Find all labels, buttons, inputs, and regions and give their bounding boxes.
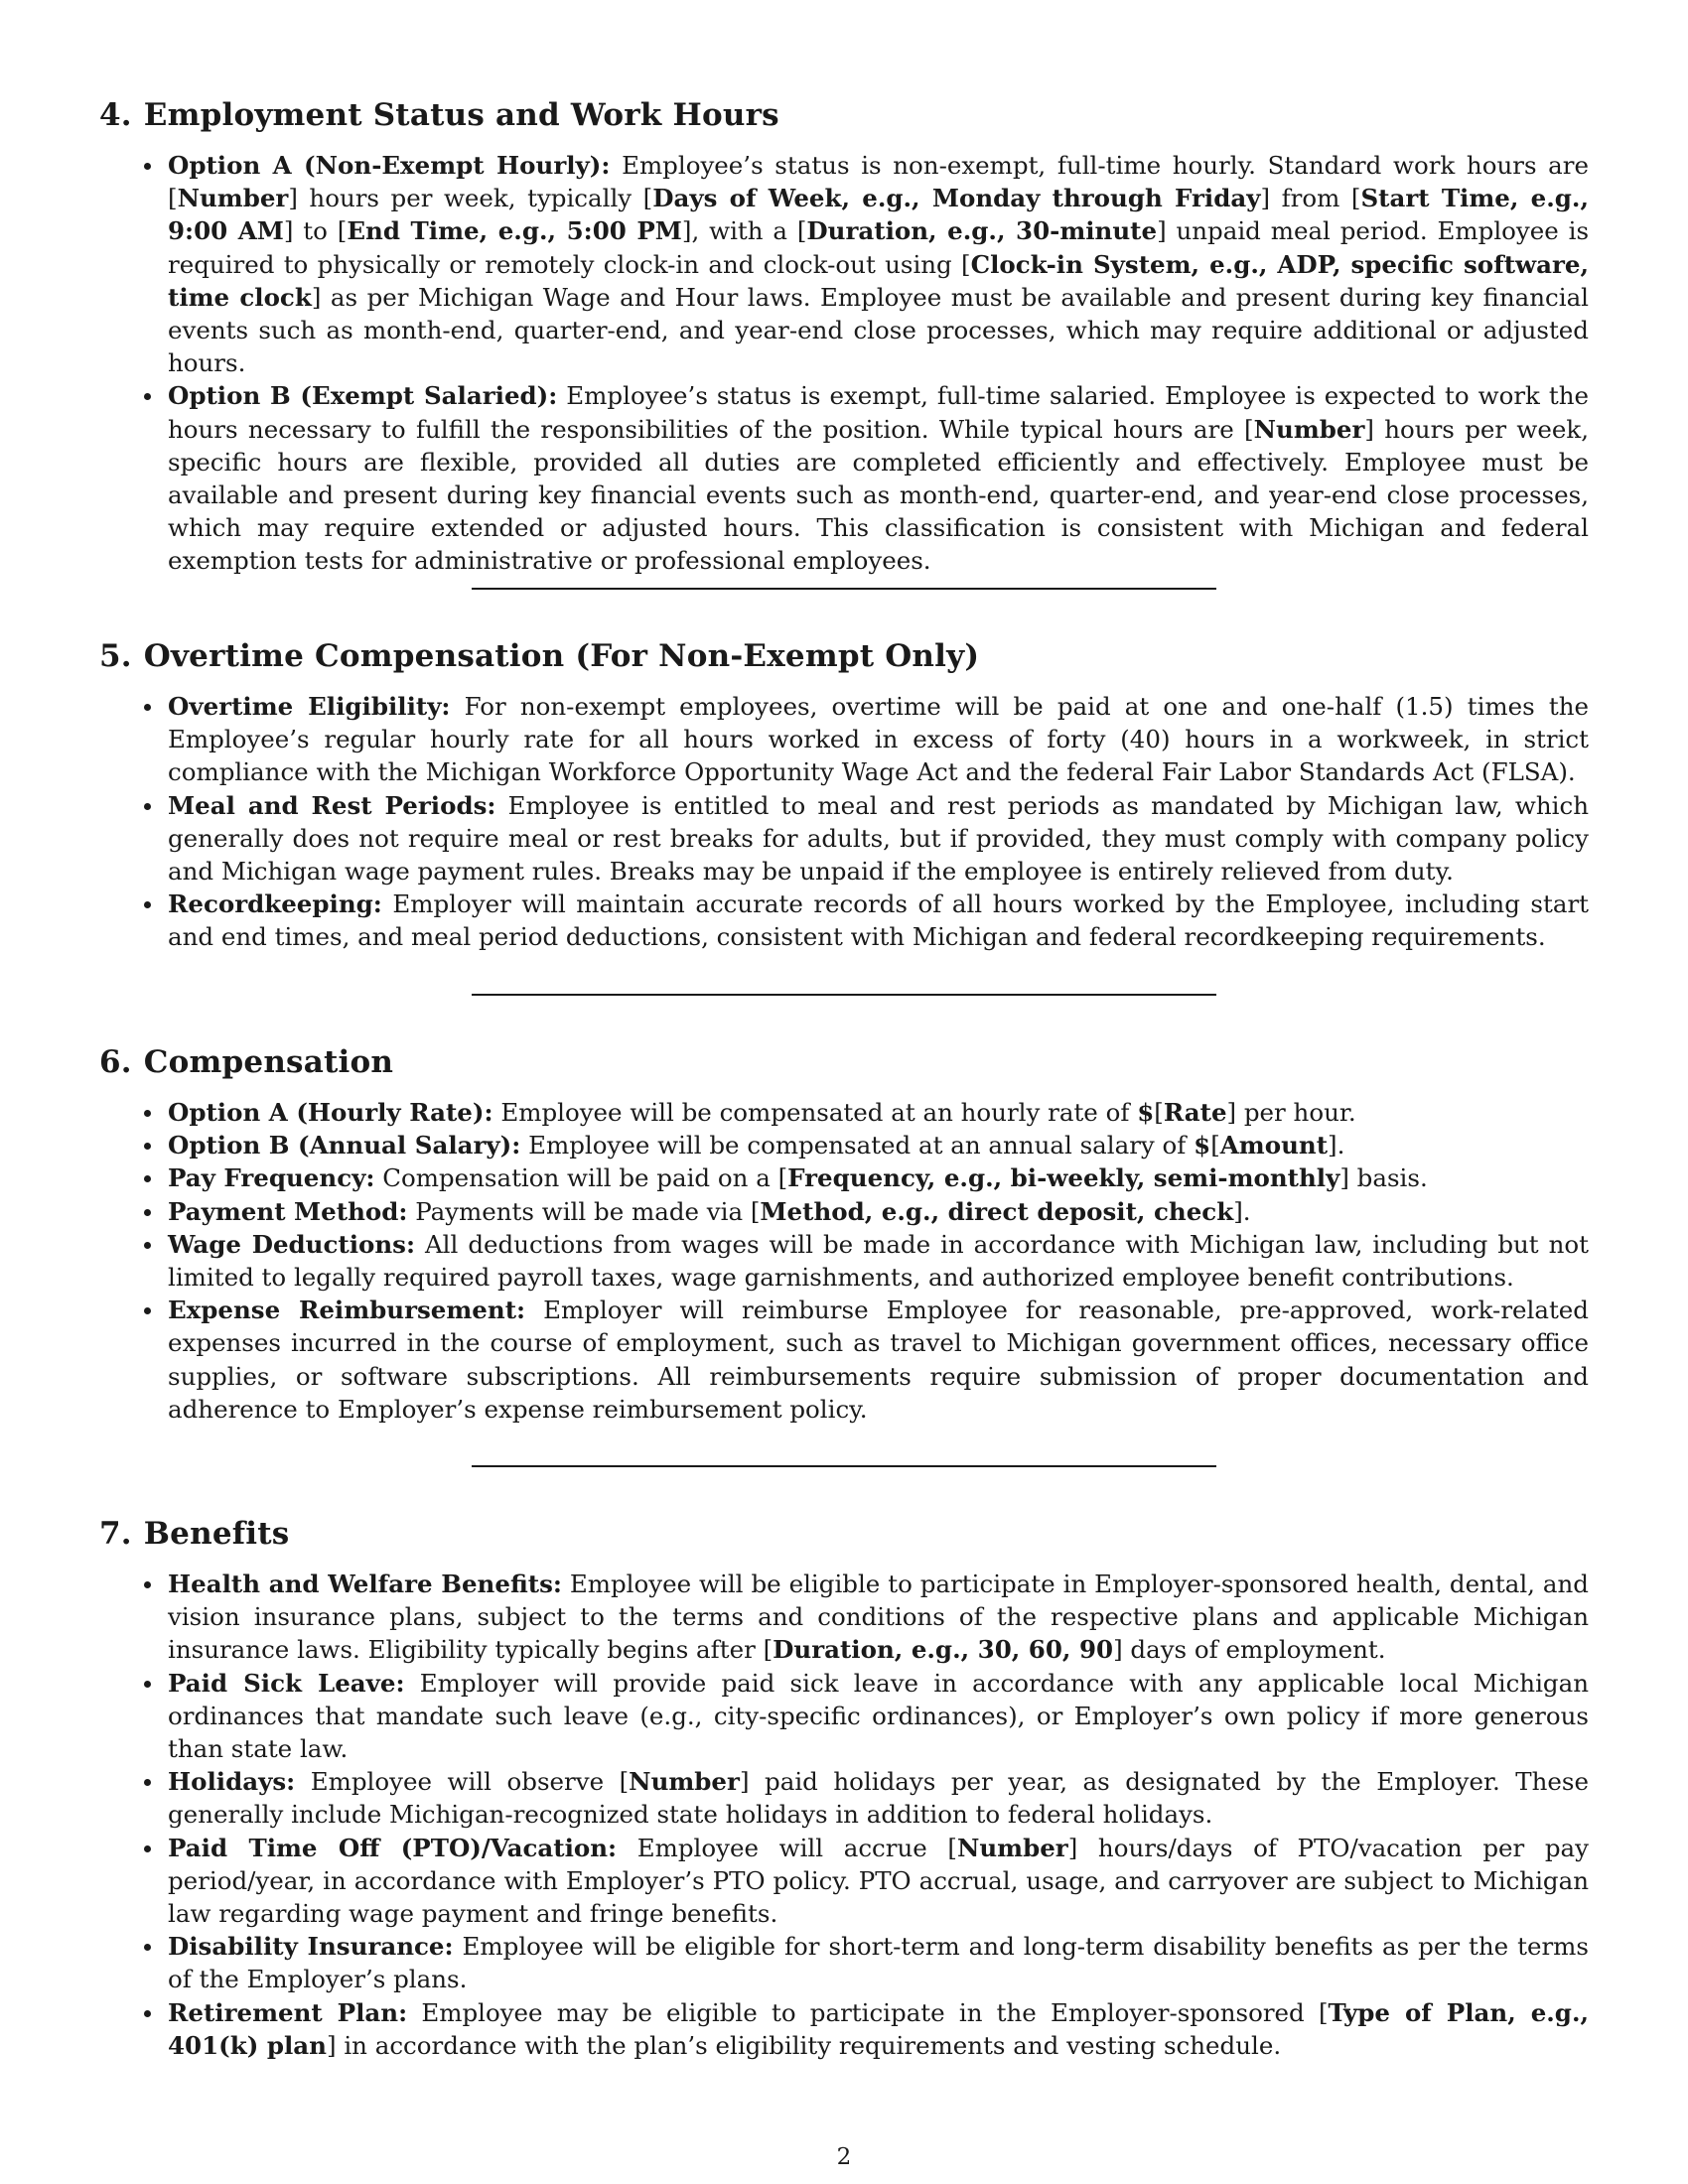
list-item-pay-frequency: Pay Frequency: Compensation will be paid on a [Frequency, e.g., bi-weekly, semi-monthly] basis. [99,1161,1589,1194]
section-employment-status [99,95,1589,578]
bullet-list [99,149,1589,578]
placeholder: Type of Plan, e.g., 401(k) plan [168,1997,1589,2060]
placeholder: Clock-in System, e.g., ADP, specific software, time clock [168,249,1589,312]
page-number: 2 [836,2144,852,2170]
section-compensation [99,1042,1589,1426]
placeholder: Method, e.g., direct deposit, check [760,1196,1234,1226]
placeholder: Number [629,1767,740,1797]
placeholder: Number [177,184,289,213]
list-item-option-a-hourly: Option A (Non-Exempt Hourly): Employee’s status is non-exempt, full-time hourly. Standard work hours are [Number] hours per week, typically [Days of Week, e.g., Monday through Friday] from [Start Time, e.g., 9:00 AM] to [End Time, e.g., 5:00 PM], with a [Duration, e.g., 30-minute] unpaid meal period. Employee is required to physically or remotely clock-in and clock-out using [Clock-in System, e.g., ADP, specific software, time clock] as per Michigan Wage and Hour laws. Employee must be available and present during key financial events such as month-end, quarter-end, and year-end close processes, which may require additional or adjusted hours. [99,149,1589,379]
placeholder: Number [956,1833,1068,1862]
placeholder: Number [1253,414,1365,444]
list-item-overtime-eligibility: Overtime Eligibility: For non-exempt employees, overtime will be paid at one and one-half (1.5) times the Employee’s regular hourly rate for all hours worked in excess of forty (40) hours in a workweek, in strict compliance with the Michigan Workforce Opportunity Wage Act and the federal Fair Labor Standards Act (FLSA). [99,690,1589,789]
list-item-expense-reimbursement: Expense Reimbursement: Employer will reimburse Employee for reasonable, pre-approved, work-related expenses incurred in the course of employment, such as travel to Michigan government offices, necessary office supplies, or software subscriptions. All reimbursements require submission of proper documentation and adherence to Employer’s expense reimbursement policy. [99,1294,1589,1426]
placeholder: Start Time, e.g., 9:00 AM [168,184,1589,246]
list-item-wage-deductions: Wage Deductions: All deductions from wages will be made in accordance with Michigan law, including but not limited to legally required payroll taxes, wage garnishments, and authorized employee benefit contributions. [99,1228,1589,1294]
list-item-meal-rest: Meal and Rest Periods: Employee is entitled to meal and rest periods as mandated by Michigan law, which generally does not require meal or rest breaks for adults, but if provided, they must comply with company policy and Michigan wage payment rules. Breaks may be unpaid if the employee is entirely relieved from duty. [99,789,1589,888]
placeholder: Frequency, e.g., bi-weekly, semi-monthly [787,1163,1340,1193]
bullet-list [99,1568,1589,2062]
list-item-retirement: Retirement Plan: Employee may be eligible to participate in the Employer-sponsored [Type of Plan, e.g., 401(k) plan] in accordance with the plan’s eligibility requirements and vesting schedule. [99,1996,1589,2062]
section-heading: 5. Overtime Compensation (For Non-Exempt Only) [99,638,980,674]
list-item-recordkeeping: Recordkeeping: Employer will maintain accurate records of all hours worked by the Employee, including start and end times, and meal period deductions, consistent with Michigan and federal recordkeeping requirements. [99,887,1589,953]
list-item-disability: Disability Insurance: Employee will be eligible for short-term and long-term disability benefits as per the terms of the Employer’s plans. [99,1930,1589,1995]
section-heading: 7. Benefits [99,1516,290,1552]
list-item-annual-salary: Option B (Annual Salary): Employee will be compensated at an annual salary of $[Amount]. [99,1129,1589,1161]
list-item-hourly-rate: Option A (Hourly Rate): Employee will be compensated at an hourly rate of $[Rate] per hour. [99,1096,1589,1129]
section-overtime [99,636,1589,954]
list-item-health-benefits: Health and Welfare Benefits: Employee will be eligible to participate in Employer-sponsored health, dental, and vision insurance plans, subject to the terms and conditions of the respective plans and applicable Michigan insurance laws. Eligibility typically begins after [Duration, e.g., 30, 60, 90] days of employment. [99,1568,1589,1667]
list-item-payment-method: Payment Method: Payments will be made via [Method, e.g., direct deposit, check]. [99,1195,1589,1228]
list-item-option-b-salaried: Option B (Exempt Salaried): Employee’s status is exempt, full-time salaried. Employee is expected to work the hours necessary to fulfill the responsibilities of the position. While typical hours are [Number] hours per week, specific hours are flexible, provided all duties are completed efficiently and effectively. Employee must be available and present during key financial events such as month-end, quarter-end, and year-end close processes, which may require extended or adjusted hours. This classification is consistent with Michigan and federal exemption tests for administrative or professional employees. [99,379,1589,577]
bullet-list [99,1096,1589,1426]
list-item-pto: Paid Time Off (PTO)/Vacation: Employee will accrue [Number] hours/days of PTO/vacation per pay period/year, in accordance with Employer’s PTO policy. PTO accrual, usage, and carryover are subject to Michigan law regarding wage payment and fringe benefits. [99,1832,1589,1931]
bullet-list [99,690,1589,954]
placeholder: Duration, e.g., 30-minute [806,216,1158,246]
list-item-sick-leave: Paid Sick Leave: Employer will provide paid sick leave in accordance with any applicable local Michigan ordinances that mandate such leave (e.g., city-specific ordinances), or Employer’s own policy if more generous than state law. [99,1667,1589,1766]
section-benefits [99,1514,1589,2062]
placeholder: Days of Week, e.g., Monday through Friday [652,184,1261,213]
list-item-holidays: Holidays: Employee will observe [Number] paid holidays per year, as designated by the Employer. These generally include Michigan-recognized state holidays in addition to federal holidays. [99,1765,1589,1831]
section-divider [472,588,1216,590]
placeholder: Amount [1219,1131,1329,1160]
placeholder: End Time, e.g., 5:00 PM [347,216,682,246]
section-heading: 6. Compensation [99,1044,394,1080]
placeholder: Duration, e.g., 30, 60, 90 [773,1635,1114,1665]
section-heading: 4. Employment Status and Work Hours [99,97,779,133]
placeholder: Rate [1163,1098,1227,1127]
section-divider [472,1465,1216,1467]
section-divider [472,994,1216,996]
